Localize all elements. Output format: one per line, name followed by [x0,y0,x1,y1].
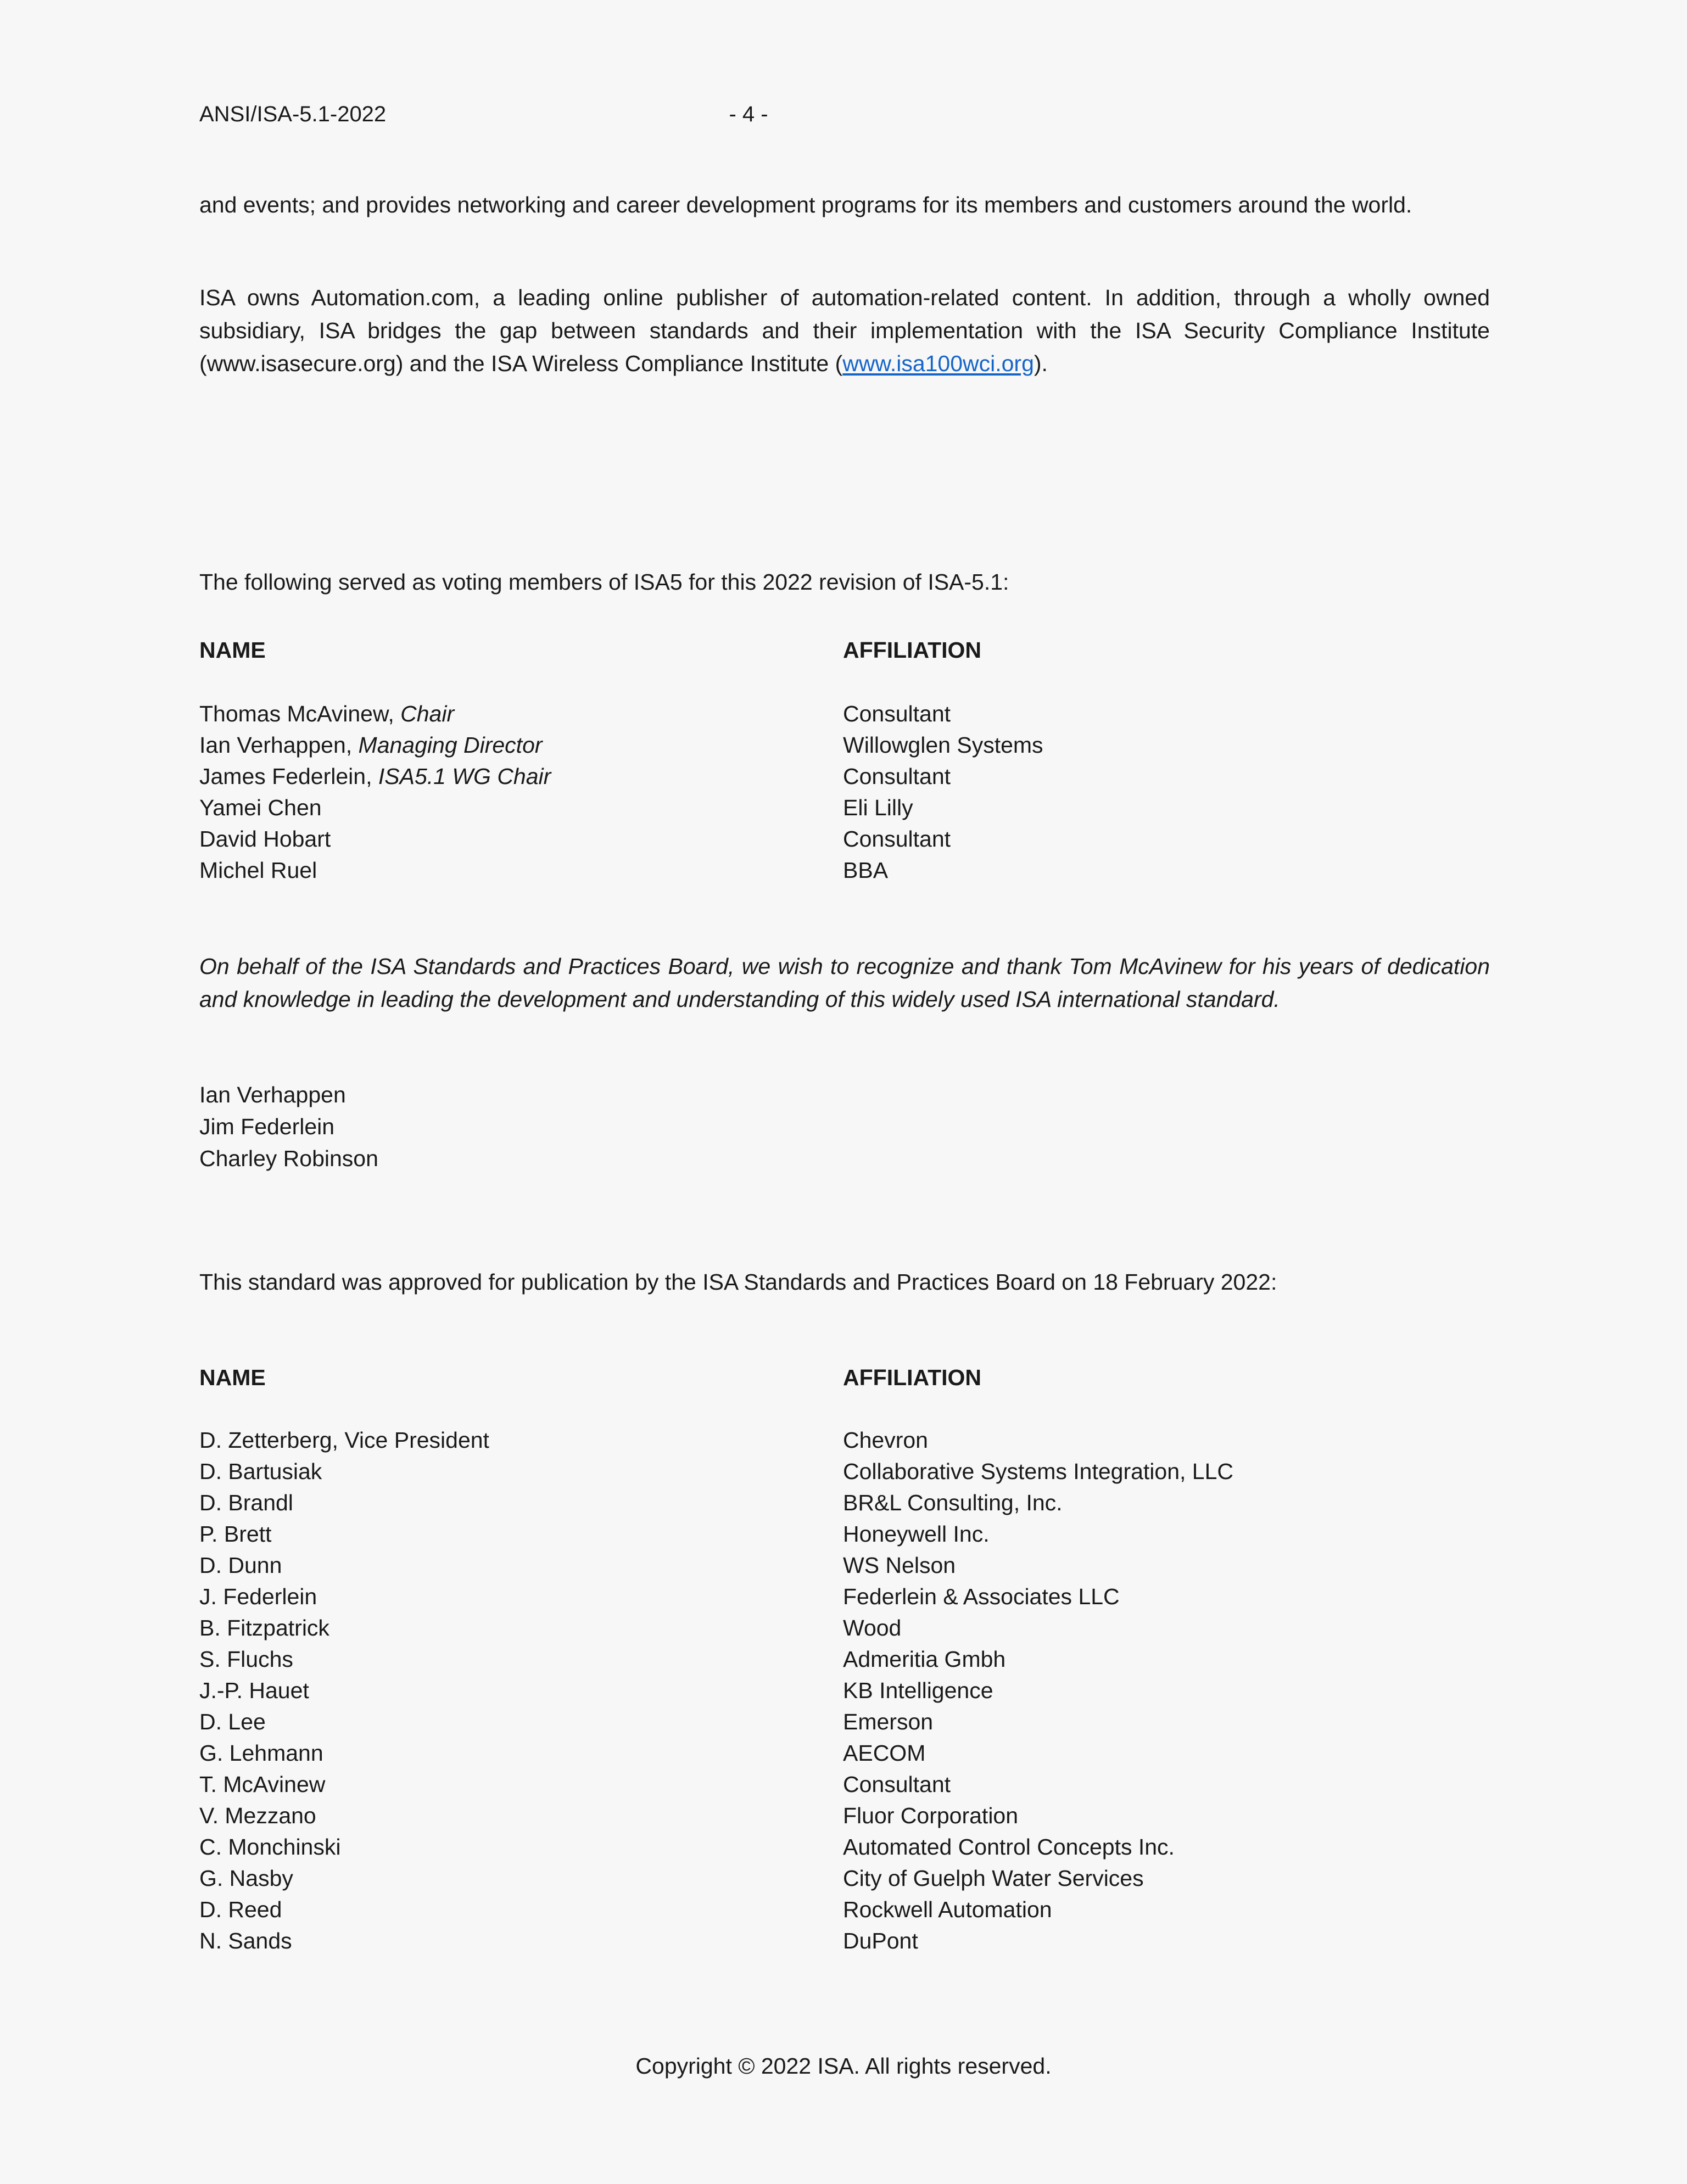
signatory: Ian Verhappen [199,1082,346,1107]
member-affiliation: City of Guelph Water Services [843,1866,1144,1891]
table-row [199,1644,1490,1675]
approval-paragraph: This standard was approved for publication by the ISA Standards and Practices Board on 18 February 2022: [199,1269,1277,1295]
copyright-notice: Copyright © 2022 ISA. All rights reserved. [635,2053,1052,2079]
table-row [199,1487,1490,1519]
member-name: D. Zetterberg, Vice President [199,1427,489,1453]
document-identifier: ANSI/ISA-5.1-2022 [199,102,387,126]
paragraph-text [199,281,1490,380]
table-row [199,1612,1490,1644]
table-row [199,855,1490,886]
member-name: N. Sands [199,1928,292,1953]
member-affiliation: Honeywell Inc. [843,1521,990,1547]
member-affiliation: Consultant [843,701,951,726]
member-name: J. Federlein [199,1584,317,1609]
voting-members-intro: The following served as voting members of ISA5 for this 2022 revision of ISA-5.1: [199,569,1009,595]
table-body [199,698,1490,886]
member-name: T. McAvinew [199,1772,326,1797]
member-name: Michel Ruel [199,858,317,883]
table-header-row [199,635,1490,665]
member-name-text: Ian Verhappen, [199,732,353,758]
member-name: S. Fluchs [199,1647,293,1672]
table-row [199,1706,1490,1738]
table-row [199,1550,1490,1581]
member-name: D. Brandl [199,1490,293,1515]
member-affiliation: Willowglen Systems [843,732,1043,758]
member-name [199,730,543,761]
member-name-text: James Federlein, [199,764,372,789]
member-name: Yamei Chen [199,795,322,820]
table-row [199,1519,1490,1550]
member-name: C. Monchinski [199,1834,341,1860]
member-name [199,698,454,730]
member-affiliation: BR&L Consulting, Inc. [843,1490,1063,1515]
member-role: ISA5.1 WG Chair [378,764,551,789]
member-affiliation: Fluor Corporation [843,1803,1019,1828]
member-name: P. Brett [199,1521,272,1547]
member-role: Chair [400,701,455,726]
table-row [199,1738,1490,1769]
signatory-list [199,1079,1490,1174]
member-name: J.-P. Hauet [199,1678,309,1703]
table-row [199,1769,1490,1800]
table-row [199,1425,1490,1456]
acknowledgment-paragraph: On behalf of the ISA Standards and Practices Board, we wish to recognize and thank Tom McAvinew for his years of dedication and knowledge in leading the development and understanding of this widely used ISA international standard. [199,954,1490,1012]
table-row [199,698,1490,730]
member-name: David Hobart [199,826,331,852]
table-row [199,1925,1490,1957]
member-name: D. Dunn [199,1553,282,1578]
voting-members-table [199,635,1490,886]
member-role: Managing Director [358,732,543,758]
signatory: Charley Robinson [199,1146,378,1171]
table-row [199,792,1490,824]
member-affiliation: Chevron [843,1427,928,1453]
page-footer [0,2051,1687,2081]
member-name: D. Bartusiak [199,1459,322,1484]
member-affiliation: KB Intelligence [843,1678,993,1703]
member-affiliation: WS Nelson [843,1553,956,1578]
member-affiliation: AECOM [843,1740,926,1766]
member-affiliation: DuPont [843,1928,918,1953]
column-header-name: NAME [199,637,266,663]
member-name [199,761,551,792]
member-name: V. Mezzano [199,1803,316,1828]
member-name: G. Nasby [199,1866,293,1891]
table-row [199,1800,1490,1832]
isa100wci-link[interactable]: www.isa100wci.org [842,351,1034,376]
member-affiliation: Emerson [843,1709,934,1734]
paragraph-text-after-link: ). [1034,351,1048,376]
column-header-affiliation: AFFILIATION [843,637,982,663]
member-affiliation: Consultant [843,764,951,789]
member-name: D. Reed [199,1897,282,1922]
column-header-name: NAME [199,1365,266,1390]
table-header-row [199,1362,1490,1393]
standards-board-table [199,1362,1490,1957]
signatory: Jim Federlein [199,1114,335,1139]
table-row [199,1894,1490,1925]
table-row [199,1456,1490,1487]
table-row [199,1675,1490,1706]
isa-automation-paragraph [199,281,1490,380]
member-affiliation: Consultant [843,1772,951,1797]
member-affiliation: BBA [843,858,889,883]
paragraph-text-before-link: ISA owns Automation.com, a leading online publisher of automation-related content. In addition, through a wholly owned subsidiary, ISA bridges the gap between standards and their implementation with the ISA Security Compliance Institute (www.isasecure.org) and the ISA Wireless Compliance Institute ( [199,285,1490,376]
page-number: - 4 - [729,102,768,126]
member-name: B. Fitzpatrick [199,1615,329,1640]
intro-paragraph-continuation [199,188,1490,221]
member-affiliation: Eli Lilly [843,795,913,820]
table-row [199,824,1490,855]
table-row [199,1863,1490,1894]
table-body [199,1425,1490,1957]
member-affiliation: Automated Control Concepts Inc. [843,1834,1175,1860]
table-row [199,1581,1490,1612]
member-affiliation: Consultant [843,826,951,852]
member-affiliation: Wood [843,1615,902,1640]
table-row [199,761,1490,792]
column-header-affiliation: AFFILIATION [843,1365,982,1390]
member-name: G. Lehmann [199,1740,323,1766]
page-header [199,100,1490,128]
paragraph-text: and events; and provides networking and career development programs for its members and customers around the world. [199,192,1412,217]
member-affiliation: Collaborative Systems Integration, LLC [843,1459,1234,1484]
table-row [199,730,1490,761]
table-row [199,1832,1490,1863]
member-affiliation: Rockwell Automation [843,1897,1052,1922]
member-name-text: Thomas McAvinew, [199,701,394,726]
member-name: D. Lee [199,1709,266,1734]
member-affiliation: Admeritia Gmbh [843,1647,1006,1672]
member-affiliation: Federlein & Associates LLC [843,1584,1120,1609]
